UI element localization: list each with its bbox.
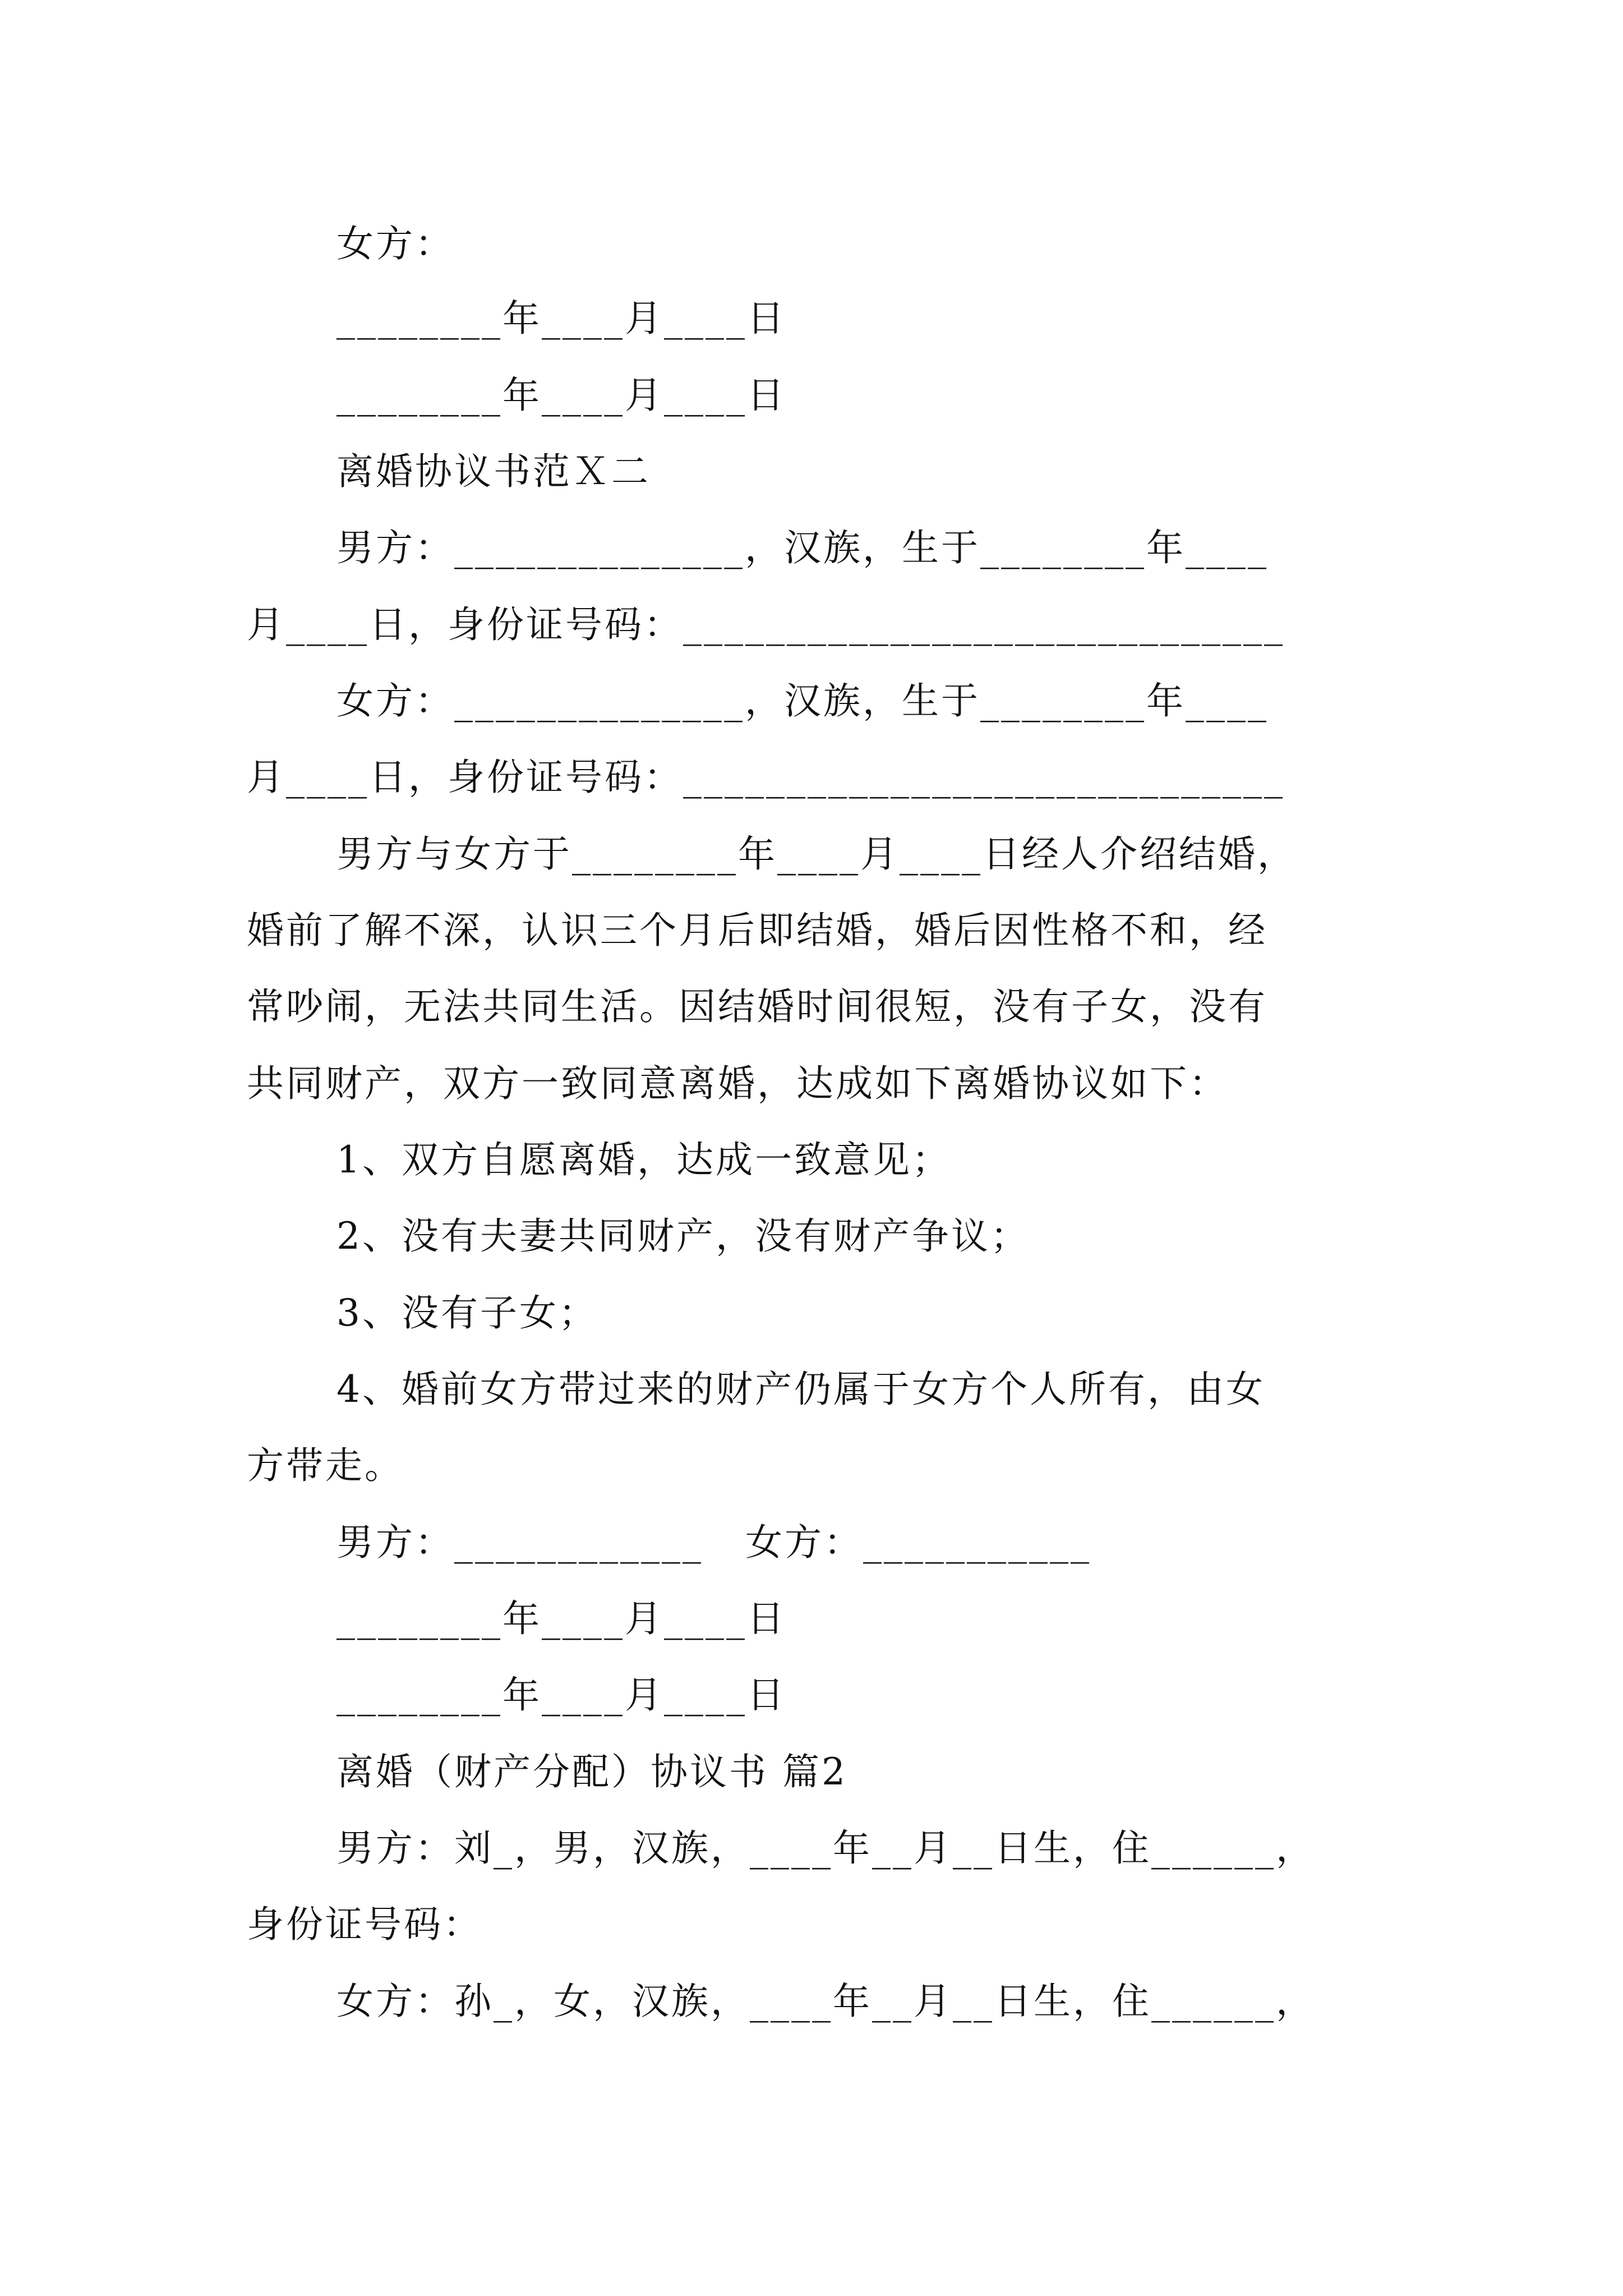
paragraph-line: 月____日，身份证号码：_____________________________ (247, 756, 1285, 799)
paragraph-line: 女方：孙_，女，汉族，____年__月__日生，住______， (336, 1980, 1315, 2023)
date-line: ________年____月____日 (336, 297, 786, 340)
paragraph-line: 共同财产，双方一致同意离婚，达成如下离婚协议如下： (247, 1062, 1228, 1105)
list-item: 2、没有夫妻共同财产，没有财产争议； (336, 1214, 1030, 1258)
paragraph-line: 女方：______________，汉族，生于________年____ (336, 679, 1269, 723)
paragraph-line: 男方：刘_，男，汉族，____年__月__日生，住______， (336, 1826, 1315, 1870)
female-party-label: 女方： (336, 222, 454, 265)
paragraph-line: 男方：______________，汉族，生于________年____ (336, 526, 1269, 569)
date-line: ________年____月____日 (336, 1673, 786, 1717)
list-item: 1、双方自愿离婚，达成一致意见； (336, 1138, 951, 1181)
paragraph-line: 婚前了解不深，认识三个月后即结婚，婚后因性格不和，经 (247, 909, 1267, 952)
section-title: 离婚协议书范Ｘ二 (336, 450, 651, 493)
date-line: ________年____月____日 (336, 1597, 786, 1640)
date-line: ________年____月____日 (336, 374, 786, 417)
paragraph-line: 男方与女方于________年____月____日经人介绍结婚， (336, 832, 1297, 876)
list-item: 4、婚前女方带过来的财产仍属于女方个人所有，由女 (336, 1368, 1265, 1411)
section-title: 离婚（财产分配）协议书 篇2 (336, 1750, 847, 1793)
paragraph-line: 常吵闹，无法共同生活。因结婚时间很短，没有子女，没有 (247, 985, 1267, 1028)
signature-line: 男方：____________ 女方：___________ (336, 1521, 1091, 1564)
paragraph-line: 月____日，身份证号码：_____________________________ (247, 603, 1285, 646)
list-item-continuation: 方带走。 (247, 1444, 404, 1487)
paragraph-line: 身份证号码： (247, 1903, 482, 1946)
list-item: 3、没有子女； (336, 1291, 598, 1335)
